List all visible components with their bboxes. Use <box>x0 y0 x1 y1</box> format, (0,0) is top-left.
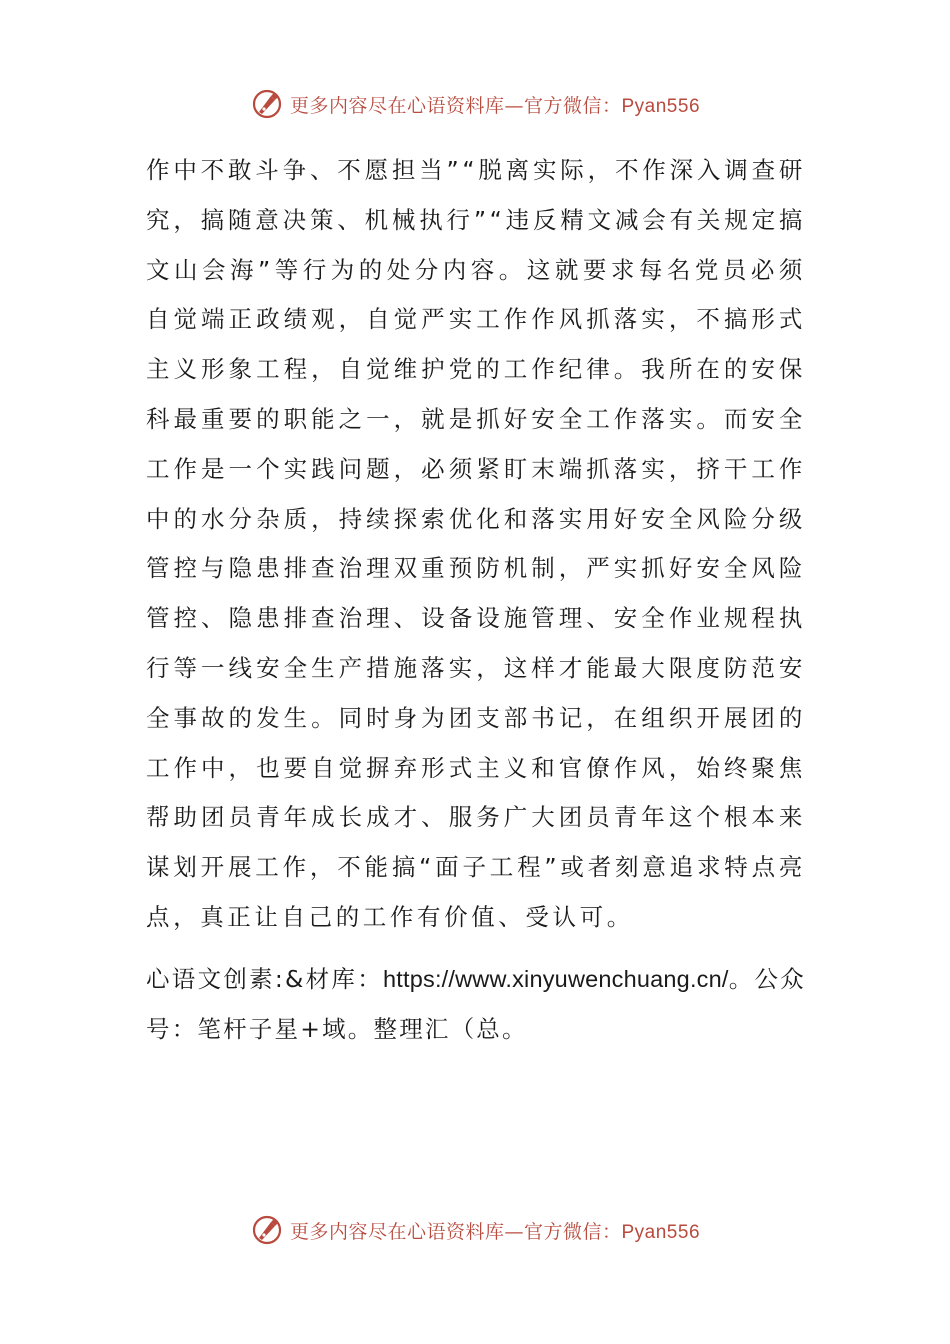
credit-suffix: 。公众号：笔杆子星+域。整理汇（总。 <box>146 964 806 1043</box>
document-body <box>146 146 806 1054</box>
credit-prefix: 心语文创素:&材库： <box>146 964 383 993</box>
header-watermark <box>0 82 950 126</box>
source-credit <box>146 955 806 1055</box>
footer-watermark <box>0 1208 950 1252</box>
credit-url[interactable]: https://www.xinyuwenchuang.cn/ <box>383 965 729 992</box>
pen-nib-circle-icon <box>250 1213 284 1247</box>
watermark-account: Pyan556 <box>621 1221 701 1243</box>
watermark-text: 更多内容尽在心语资料库—官方微信：Pyan556 <box>289 94 701 117</box>
pen-nib-circle-icon <box>250 87 284 121</box>
body-paragraph: 作中不敢斗争、不愿担当”“脱离实际，不作深入调查研究，搞随意决策、机械执行”“违反精文减会有关规定搞文山会海”等行为的处分内容。这就要求每名党员必须自觉端正政绩观，自觉严实工作作风抓落实，不搞形式主义形象工程，自觉维护党的工作纪律。我所在的安保科最重要的职能之一，就是抓好安全工作落实。而安全工作是一个实践问题，必须紧盯末端抓落实，挤干工作中的水分杂质，持续探索优化和落实用好安全风险分级管控与隐患排查治理双重预防机制，严实抓好安全风险管控、隐患排查治理、设备设施管理、安全作业规程执行等一线安全生产措施落实，这样才能最大限度防范安全事故的发生。同时身为团支部书记，在组织开展团的工作中，也要自觉摒弃形式主义和官僚作风，始终聚焦帮助团员青年成长成才、服务广大团员青年这个根本来谋划开展工作，不能搞“面子工程”或者刻意追求特点亮点，真正让自己的工作有价值、受认可。 <box>146 156 806 931</box>
watermark-text: 更多内容尽在心语资料库—官方微信：Pyan556 <box>289 1220 701 1243</box>
watermark-account: Pyan556 <box>621 95 701 117</box>
